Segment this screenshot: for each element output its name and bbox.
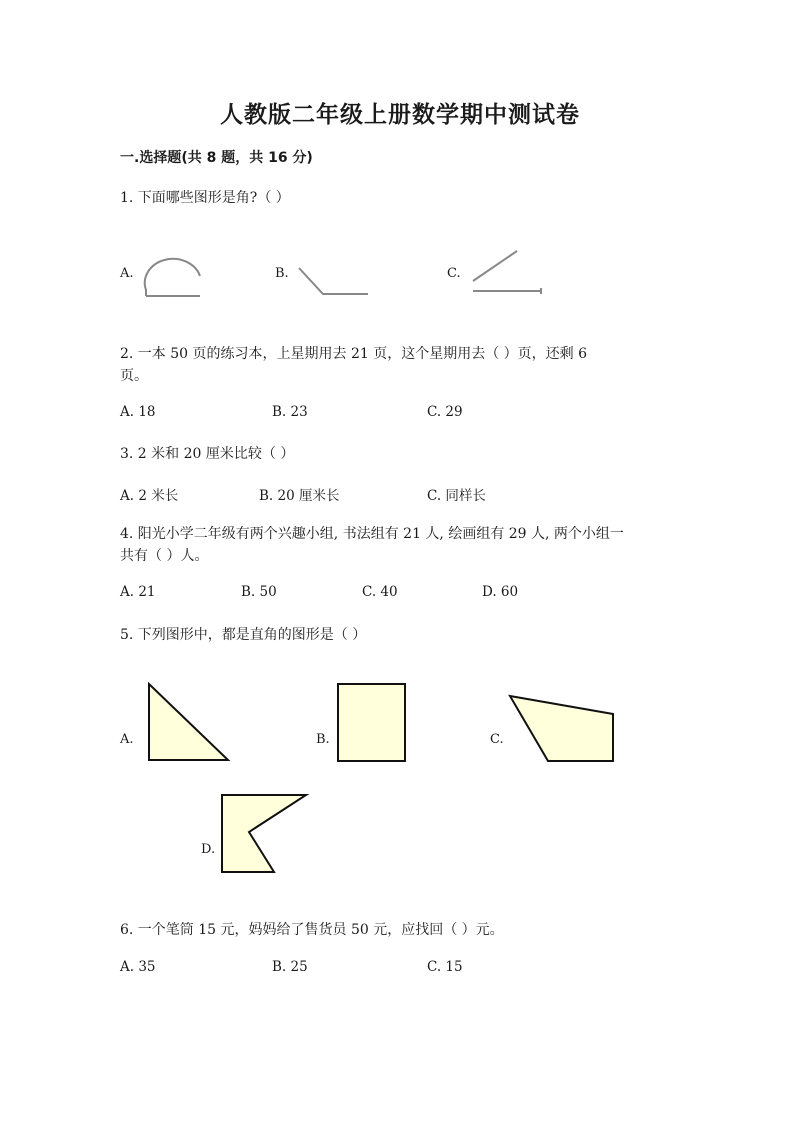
question-5-option-b: B. (316, 732, 330, 747)
right-triangle-icon (140, 675, 240, 770)
question-6-option-b: B. 25 (272, 959, 308, 975)
question-3-option-c: C. 同样长 (427, 488, 486, 504)
question-6-option-c: C. 15 (427, 959, 463, 975)
question-1-text: 1. 下面哪些图形是角?（ ） (120, 190, 290, 206)
bent-line-icon (295, 262, 375, 302)
rectangle-icon (330, 676, 415, 771)
question-4-option-b: B. 50 (241, 584, 277, 600)
question-2-option-c: C. 29 (427, 404, 463, 420)
section-heading: 一.选择题(共 8 题，共 16 分) (120, 150, 313, 166)
question-6-option-a: A. 35 (120, 959, 156, 975)
angle-icon (468, 248, 548, 298)
question-2-text-line2: 页。 (120, 368, 148, 384)
question-1-option-a: A. (120, 266, 134, 281)
question-3-text: 3. 2 米和 20 厘米比较（ ） (120, 446, 295, 462)
question-5-option-d: D. (201, 842, 216, 857)
question-1-option-c: C. (447, 266, 461, 281)
concave-polygon-icon (214, 787, 314, 879)
question-3-option-b: B. 20 厘米长 (259, 488, 340, 504)
question-5-text: 5. 下列图形中，都是直角的图形是（ ） (120, 627, 367, 643)
semicircle-arc-icon (140, 258, 210, 300)
page-title: 人教版二年级上册数学期中测试卷 (220, 102, 580, 128)
quadrilateral-icon (500, 688, 625, 770)
question-4-option-c: C. 40 (362, 584, 398, 600)
question-2-text-line1: 2. 一本 50 页的练习本，上星期用去 21 页，这个星期用去（ ）页，还剩 6 (120, 346, 588, 362)
question-2-option-a: A. 18 (120, 404, 156, 420)
question-3-option-a: A. 2 米长 (120, 488, 179, 504)
question-5-option-c: C. (490, 732, 504, 747)
question-6-text: 6. 一个笔筒 15 元，妈妈给了售货员 50 元，应找回（ ）元。 (120, 922, 504, 938)
question-1-option-b: B. (275, 266, 289, 281)
question-4-text-line1: 4. 阳光小学二年级有两个兴趣小组, 书法组有 21 人, 绘画组有 29 人, 两个小组一 (120, 526, 624, 542)
question-5-option-a: A. (120, 732, 134, 747)
question-4-text-line2: 共有（ ）人。 (120, 548, 209, 564)
question-2-option-b: B. 23 (272, 404, 308, 420)
question-4-option-d: D. 60 (482, 584, 519, 600)
question-4-option-a: A. 21 (120, 584, 156, 600)
